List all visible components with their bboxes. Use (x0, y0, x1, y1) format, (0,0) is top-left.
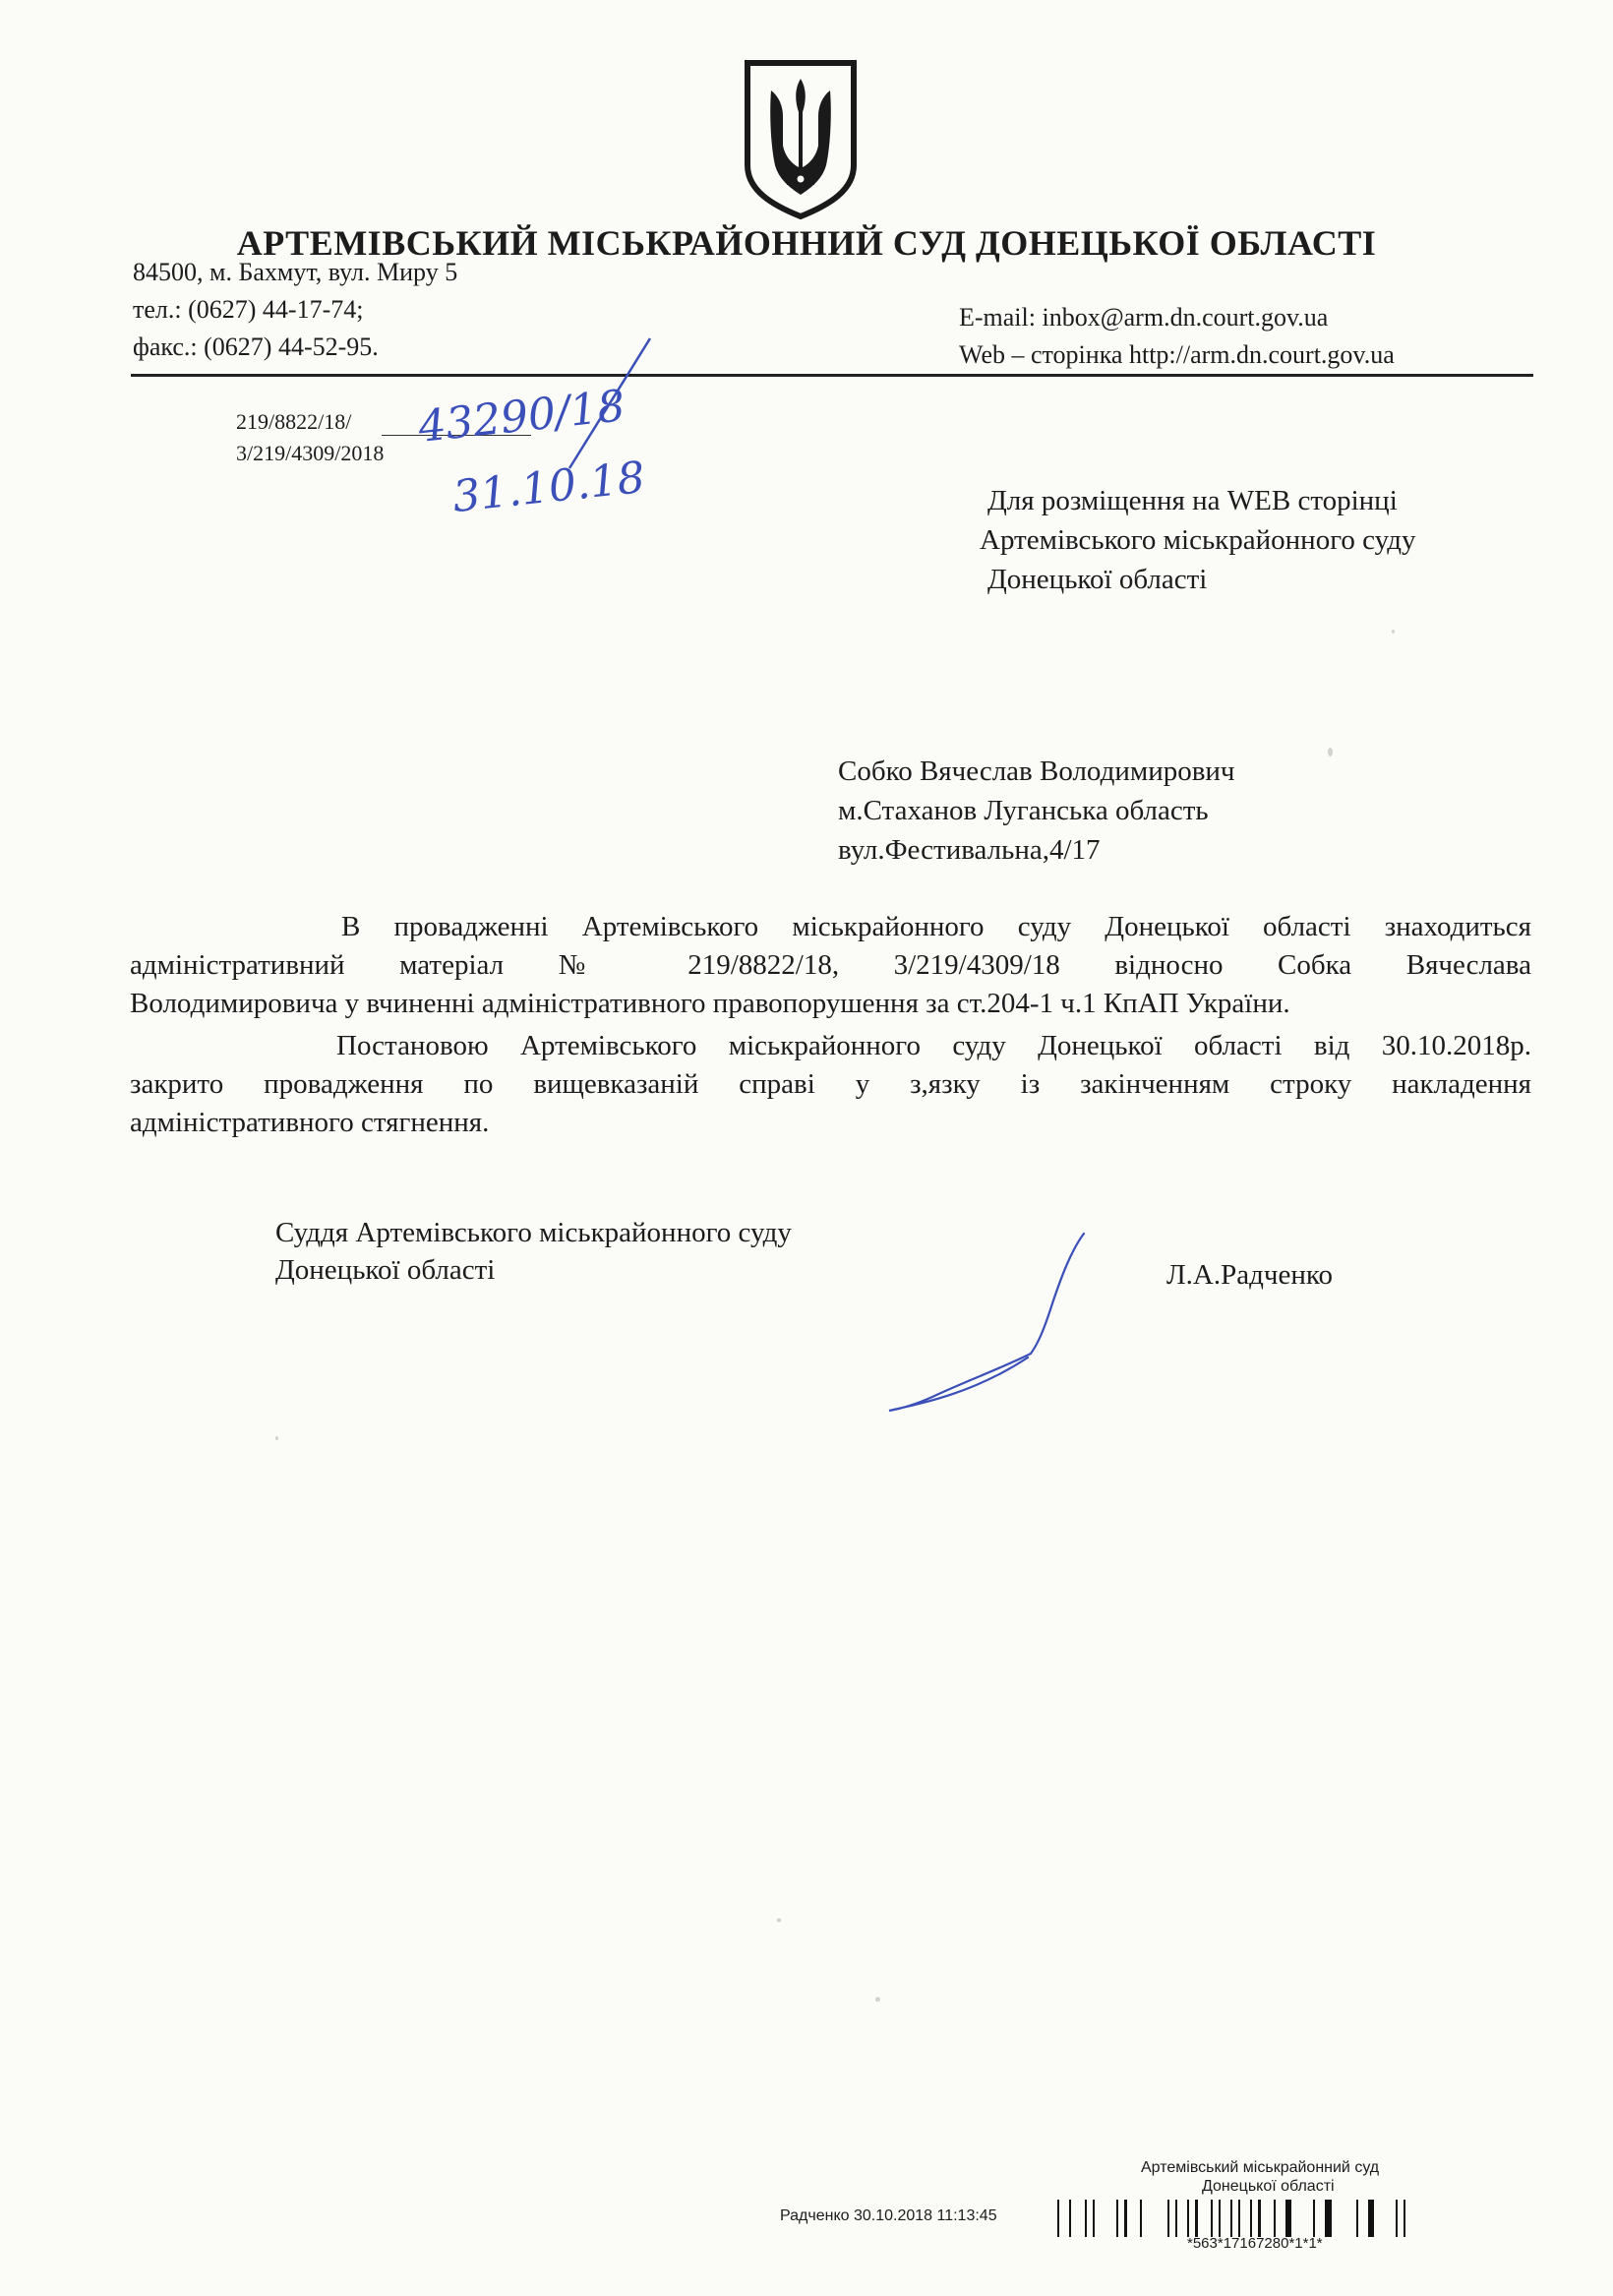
court-fax: факс.: (0627) 44-52-95. (133, 332, 379, 361)
placement-note-line: Для розміщення на WEB сторінці (987, 485, 1398, 516)
body-line: закрито провадження по вищевказаній справі у з,язку із закінченням строку накладення (130, 1068, 1531, 1100)
barcode-bar (1085, 2200, 1087, 2237)
barcode-bar (1258, 2200, 1261, 2237)
scan-speck (275, 1436, 278, 1440)
barcode-bar (1368, 2200, 1374, 2237)
barcode-bar (1356, 2200, 1358, 2237)
judge-title-line: Донецької області (275, 1254, 496, 1286)
barcode-bar (1404, 2200, 1405, 2237)
barcode-bar (1250, 2200, 1252, 2237)
barcode-bar (1116, 2200, 1118, 2237)
handwritten-registration-number: 43290/18 (415, 381, 627, 453)
barcode-bar (1219, 2200, 1221, 2237)
stamp-court-line: Донецької області (1202, 2178, 1335, 2195)
recipient-name: Собко Вячеслав Володимирович (838, 755, 1235, 787)
barcode-bar (1093, 2200, 1095, 2237)
placement-note-line: Донецької області (987, 564, 1208, 595)
barcode-bar (1140, 2200, 1142, 2237)
barcode-bar (1274, 2200, 1276, 2237)
barcode-bar (1285, 2200, 1291, 2237)
body-line: Постановою Артемівського міськрайонного суду Донецької області від 30.10.2018р. (336, 1030, 1531, 1061)
judge-title-line: Суддя Артемівського міськрайонного суду (275, 1217, 792, 1248)
body-paragraph-1 (130, 908, 1531, 1023)
barcode-bar (1187, 2200, 1189, 2237)
barcode-bar (1175, 2200, 1177, 2237)
barcode-bar (1167, 2200, 1169, 2237)
scan-speck (875, 1997, 880, 2002)
recipient-city: м.Стаханов Луганська область (838, 795, 1209, 826)
handwritten-signature-icon (866, 1230, 1102, 1417)
body-line: адміністративний матеріал № 219/8822/18, 3/219/4309/18 відносно Собка Вячеслава (130, 949, 1531, 981)
court-address: 84500, м. Бахмут, вул. Миру 5 (133, 258, 458, 286)
barcode-bar (1057, 2200, 1059, 2237)
barcode-bar (1124, 2200, 1127, 2237)
stamp-signer-timestamp: Радченко 30.10.2018 11:13:45 (780, 2207, 997, 2224)
court-phone: тел.: (0627) 44-17-74; (133, 295, 364, 324)
barcode-bar (1069, 2200, 1071, 2237)
scan-speck (777, 1918, 781, 1922)
barcode-bar (1238, 2200, 1240, 2237)
ukraine-trident-emblem-icon (742, 57, 860, 219)
handwritten-slash-mark (556, 334, 664, 472)
case-reference-number: 3/219/4309/2018 (236, 441, 385, 465)
scan-speck (1392, 630, 1395, 634)
case-reference-prefix: 219/8822/18/ (236, 409, 352, 434)
body-line: Володимировича у вчиненні адміністративного правопорушення за ст.204-1 ч.1 КпАП України. (130, 988, 1290, 1019)
barcode-icon (1057, 2200, 1520, 2237)
barcode-bar (1396, 2200, 1398, 2237)
court-email: E-mail: inbox@arm.dn.court.gov.ua (959, 303, 1329, 332)
court-website: Web – сторінка http://arm.dn.court.gov.ua (959, 340, 1395, 369)
header-divider (131, 374, 1533, 377)
handwritten-registration-date: 31.10.18 (449, 452, 648, 523)
court-name-heading: АРТЕМІВСЬКИЙ МІСЬКРАЙОННИЙ СУД ДОНЕЦЬКОЇ ОБЛАСТІ (236, 223, 1377, 263)
barcode-bar (1325, 2200, 1332, 2237)
stamp-court-line: Артемівський міськрайонний суд (1141, 2159, 1380, 2176)
barcode-bar (1230, 2200, 1232, 2237)
scan-speck (1328, 748, 1333, 756)
barcode-bar (1211, 2200, 1213, 2237)
body-line: адміністративного стягнення. (130, 1107, 490, 1138)
judge-name: Л.А.Радченко (1166, 1259, 1333, 1291)
placement-note-line: Артемівського міськрайонного суду (980, 524, 1416, 556)
body-line: В провадженні Артемівського міськрайонного суду Донецької області знаходиться (341, 911, 1531, 942)
body-paragraph-2 (130, 1027, 1531, 1142)
barcode-bar (1195, 2200, 1198, 2237)
barcode-number: *563*17167280*1*1* (1187, 2235, 1323, 2252)
recipient-street: вул.Фестивальна,4/17 (838, 834, 1101, 866)
barcode-bar (1313, 2200, 1315, 2237)
